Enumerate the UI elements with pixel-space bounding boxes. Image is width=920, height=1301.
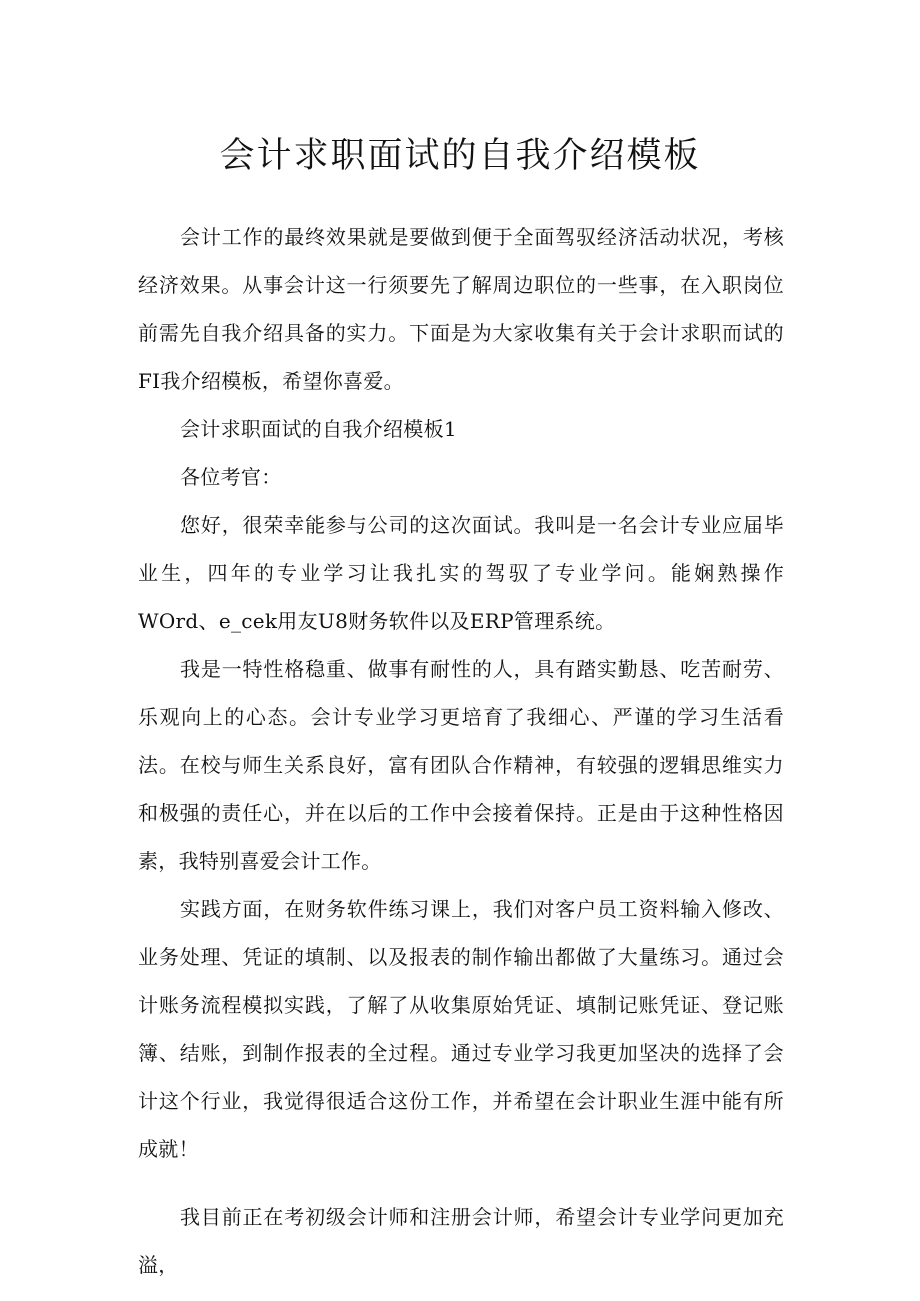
greeting-paragraph: 您好，很荣幸能参与公司的这次面试。我叫是一名会计专业应届毕业生，四年的专业学习让我扎实的驾驭了专业学问。能娴熟操作WOrd、e_cek用友U8财务软件以及ERP管理系统。 bbox=[138, 513, 784, 633]
document-title: 会计求职面试的自我介绍模板 bbox=[219, 136, 701, 176]
practice-paragraph: 实践方面，在财务软件练习课上，我们对客户员工资料输入修改、业务处理、凭证的填制、以及报表的制作输出都做了大量练习。通过会计账务流程模拟实践，了解了从收集原始凭证、填制记账凭证、登记账簿、结账，到制作报表的全过程。通过专业学习我更加坚决的选择了会计这个行业，我觉得很适合这份工作，并希望在会计职业生涯中能有所成就！ bbox=[138, 897, 784, 1161]
personality-paragraph: 我是一特性格稳重、做事有耐性的人，具有踏实勤恳、吃苦耐劳、乐观向上的心态。会计专业学习更培育了我细心、严谨的学习生活看法。在校与师生关系良好，富有团队合作精神，有较强的逻辑思维实力和极强的责任心，并在以后的工作中会接着保持。正是由于这种性格因素，我特别喜爱会计工作。 bbox=[138, 657, 784, 873]
paragraph-gap bbox=[138, 1173, 784, 1193]
template-heading: 会计求职面试的自我介绍模板1 bbox=[180, 417, 457, 441]
salutation: 各位考官： bbox=[180, 465, 282, 489]
document-body bbox=[138, 213, 784, 1289]
exam-paragraph: 我目前正在考初级会计师和注册会计师，希望会计专业学问更加充溢， bbox=[138, 1205, 784, 1277]
intro-paragraph: 会计工作的最终效果就是要做到便于全面驾驭经济活动状况，考核经济效果。从事会计这一行须要先了解周边职位的一些事，在入职岗位前需先自我介绍具备的实力。下面是为大家收集有关于会计求职而试的FI我介绍模板，希望你喜爱。 bbox=[138, 225, 784, 393]
